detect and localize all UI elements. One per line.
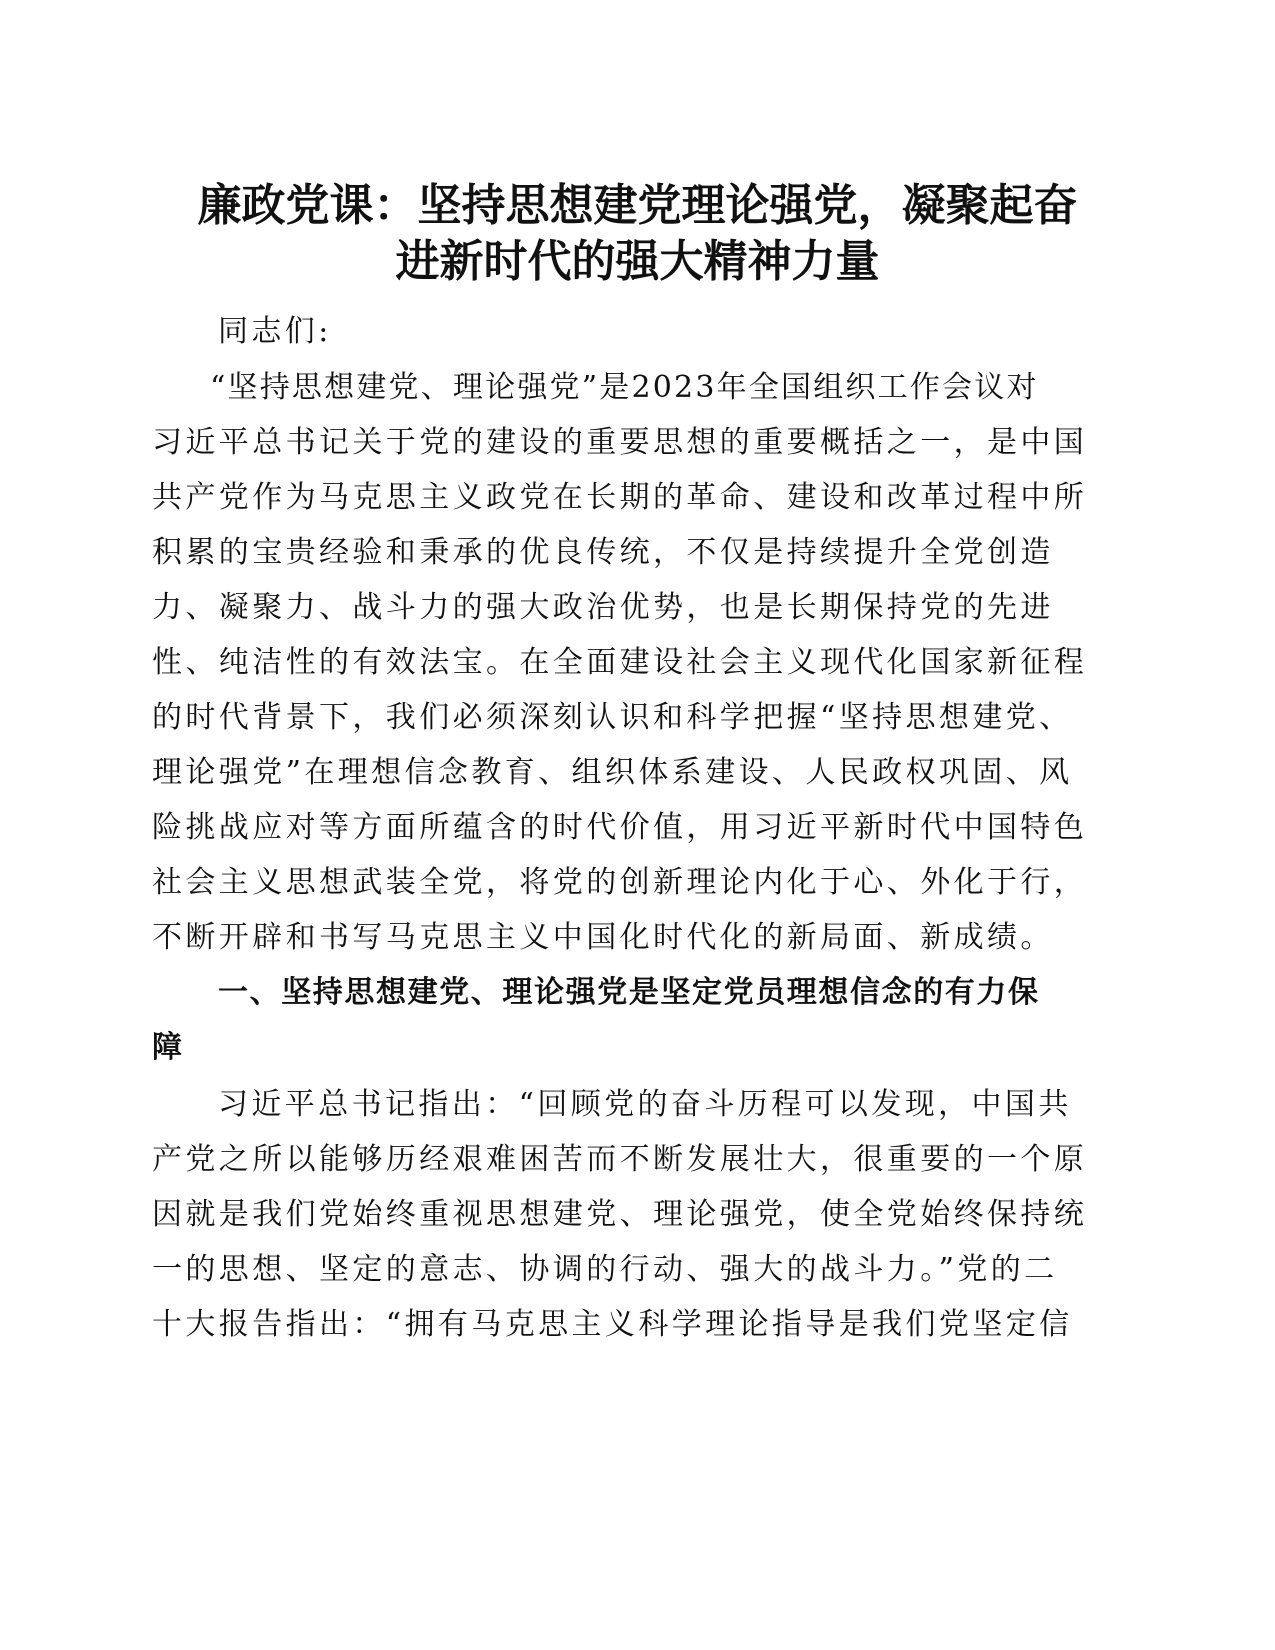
- intro-line-6: 性、纯洁性的有效法宝。在全面建设社会主义现代化国家新征程: [152, 645, 1088, 680]
- intro-line-10: 社会主义思想武装全党，将党的创新理论内化于心、外化于行，: [152, 865, 1088, 900]
- section-1-heading-line-1: 一、坚持思想建党、理论强党是坚定党员理想信念的有力保: [218, 975, 1040, 1010]
- intro-line-9: 险挑战应对等方面所蕴含的时代价值，用习近平新时代中国特色: [152, 810, 1088, 845]
- intro-line-8: 理论强党”在理想信念教育、组织体系建设、人民政权巩固、风: [152, 755, 1073, 790]
- document-title-line-2: 进新时代的强大精神力量: [395, 236, 880, 287]
- document-title-line-1: 廉政党课：坚持思想建党理论强党，凝聚起奋: [197, 180, 1078, 231]
- section-1-line-2: 产党之所以能够历经艰难困苦而不断发展壮大，很重要的一个原: [152, 1142, 1088, 1177]
- intro-line-7: 的时代背景下，我们必须深刻认识和科学把握“坚持思想建党、: [152, 700, 1073, 735]
- intro-line-5: 力、凝聚力、战斗力的强大政治优势，也是长期保持党的先进: [152, 590, 1054, 625]
- intro-line-4: 积累的宝贵经验和秉承的优良传统，不仅是持续提升全党创造: [152, 535, 1054, 570]
- section-1-line-1: 习近平总书记指出：“回顾党的奋斗历程可以发现，中国共: [218, 1087, 1072, 1122]
- section-1-line-3: 因就是我们党始终重视思想建党、理论强党，使全党始终保持统: [152, 1197, 1088, 1232]
- section-1-line-4: 一的思想、坚定的意志、协调的行动、强大的战斗力。”党的二: [152, 1252, 1058, 1287]
- intro-line-11: 不断开辟和书写马克思主义中国化时代化的新局面、新成绩。: [152, 920, 1054, 955]
- section-1-heading-line-2: 障: [152, 1030, 184, 1065]
- section-1-line-5: 十大报告指出：“拥有马克思主义科学理论指导是我们党坚定信: [152, 1307, 1073, 1342]
- intro-line-1: “坚持思想建党、理论强党”是2023年全国组织工作会议对: [210, 370, 1039, 405]
- intro-line-3: 共产党作为马克思主义政党在长期的革命、建设和改革过程中所: [152, 480, 1088, 515]
- salutation: 同志们:: [218, 314, 332, 349]
- intro-line-2: 习近平总书记关于党的建设的重要思想的重要概括之一，是中国: [152, 425, 1088, 460]
